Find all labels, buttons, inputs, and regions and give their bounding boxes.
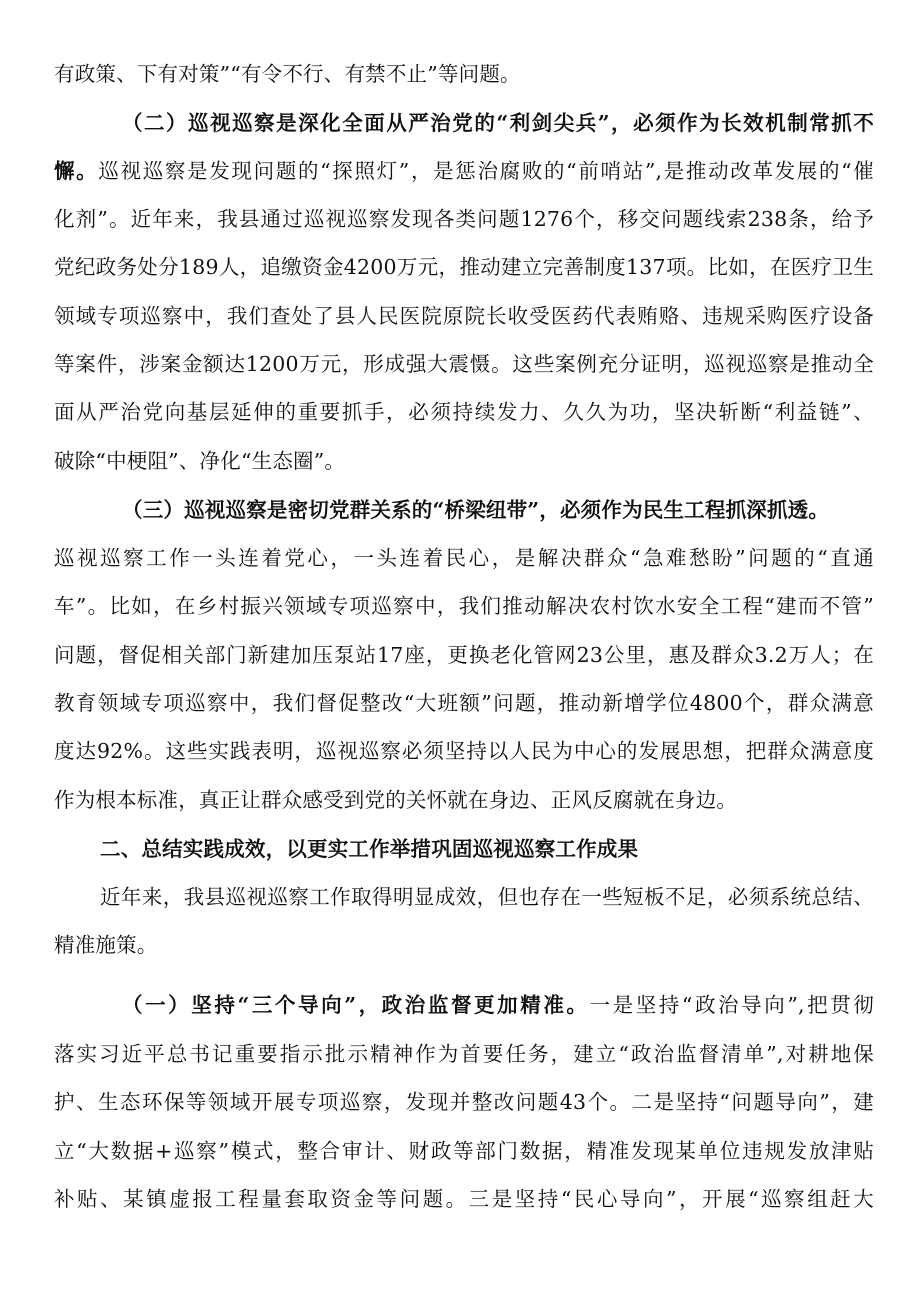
- subheading-tail: 懈。: [54, 159, 99, 183]
- line-text: 车”。比如，在乡村振兴领域专项巡察中，我们推动解决农村饮水安全工程“建而不管”: [54, 594, 874, 618]
- paragraph-line: [54, 1179, 874, 1219]
- paragraph-line: [54, 586, 874, 626]
- subheading-text: （一）坚持“三个导向”，政治监督更加精准。: [122, 993, 590, 1017]
- line-text: 面从严治党向基层延伸的重要抓手，必须持续发力、久久为功，坚决斩断“利益链”、: [54, 400, 874, 424]
- line-text: 度达92%。这些实践表明，巡视巡察必须坚持以人民为中心的发展思想，把群众满意度: [54, 739, 874, 763]
- line-text: 作为根本标准，真正让群众感受到党的关怀就在身边、正风反腐就在身边。: [54, 788, 738, 812]
- paragraph-line: [54, 441, 874, 481]
- paragraph-line: [122, 985, 874, 1025]
- subheading-line: [122, 490, 874, 530]
- paragraph-line: [54, 925, 874, 965]
- paragraph-line: [54, 247, 874, 287]
- paragraph-line: [54, 296, 874, 336]
- section-heading: [100, 829, 874, 869]
- line-text: 落实习近平总书记重要指示批示精神作为首要任务，建立“政治监督清单”,对耕地保: [54, 1042, 874, 1066]
- line-text: 巡视巡察是发现问题的“探照灯”，是惩治腐败的“前哨站”,是推动改革发展的“催: [98, 159, 875, 183]
- paragraph-line: [100, 877, 874, 917]
- line-text: 有政策、下有对策”“有令不行、有禁不止”等问题。: [54, 62, 521, 86]
- paragraph-line: [54, 1131, 874, 1171]
- paragraph-line: [54, 635, 874, 675]
- line-text: 精准施策。: [54, 933, 158, 957]
- paragraph-line: [54, 1034, 874, 1074]
- line-text: 教育领域专项巡察中，我们督促整改“大班额”问题，推动新增学位4800个，群众满意: [54, 691, 874, 715]
- paragraph-line: [54, 151, 874, 191]
- line-text: 补贴、某镇虚报工程量套取资金等问题。三是坚持“民心导向”，开展“巡察组赶大: [54, 1187, 874, 1211]
- line-text: 等案件，涉案金额达1200万元，形成强大震慑。这些案例充分证明，巡视巡察是推动全: [54, 352, 874, 376]
- line-text: 党纪政务处分189人，追缴资金4200万元，推动建立完善制度137项。比如，在医疗卫生: [54, 255, 874, 279]
- paragraph-line: [54, 538, 874, 578]
- line-text: 一是坚持“政治导向”,把贯彻: [589, 993, 874, 1017]
- paragraph-line: [54, 54, 874, 94]
- line-text: 破除“中梗阻”、净化“生态圈”。: [54, 449, 346, 473]
- subheading-text: （三）巡视巡察是密切党群关系的“桥梁纽带”，必须作为民生工程抓深抓透。: [122, 498, 830, 522]
- paragraph-line: [54, 199, 874, 239]
- paragraph-line: [54, 344, 874, 384]
- paragraph-line: [54, 683, 874, 723]
- paragraph-line: [54, 392, 874, 432]
- line-text: 巡视巡察工作一头连着党心，一头连着民心，是解决群众“急难愁盼”问题的“直通: [54, 546, 874, 570]
- line-text: 问题，督促相关部门新建加压泵站17座，更换老化管网23公里，惠及群众3.2万人；在: [54, 643, 874, 667]
- section-heading-text: 二、总结实践成效，以更实工作举措巩固巡视巡察工作成果: [100, 837, 639, 861]
- line-text: 立“大数据+巡察”模式，整合审计、财政等部门数据，精准发现某单位违规发放津贴: [54, 1139, 874, 1163]
- paragraph-line: [54, 1082, 874, 1122]
- line-text: 护、生态环保等领域开展专项巡察，发现并整改问题43个。二是坚持“问题导向”，建: [54, 1090, 874, 1114]
- subheading-text: （二）巡视巡察是深化全面从严治党的“利剑尖兵”，必须作为长效机制常抓不: [122, 111, 874, 135]
- paragraph-line: [54, 780, 874, 820]
- paragraph-line: [54, 731, 874, 771]
- line-text: 化剂”。近年来，我县通过巡视巡察发现各类问题1276个，移交问题线索238条，给予: [54, 207, 874, 231]
- line-text: 近年来，我县巡视巡察工作取得明显成效，但也存在一些短板不足，必须系统总结、: [100, 885, 874, 909]
- line-text: 领域专项巡察中，我们查处了县人民医院原院长收受医药代表贿赂、违规采购医疗设备: [54, 304, 874, 328]
- subheading-line: [122, 103, 874, 143]
